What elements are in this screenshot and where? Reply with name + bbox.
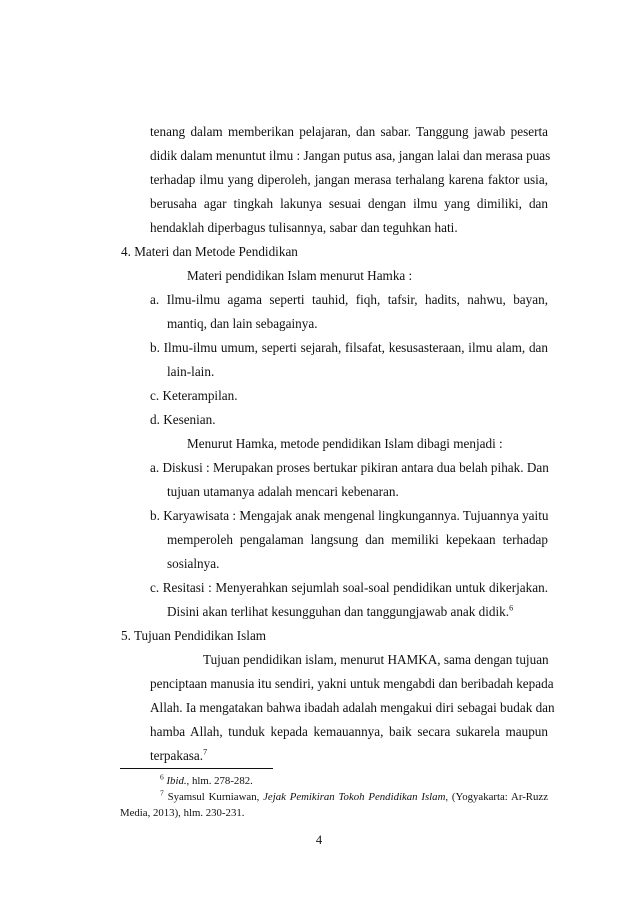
metode-item-c-text: Disini akan terlihat kesungguhan dan tanggungjawab anak didik. xyxy=(167,604,510,619)
footnote-7-text: , (Yogyakarta: Ar-Ruzz xyxy=(445,791,548,803)
list-item-b-cont: lain-lain. xyxy=(167,364,215,379)
page-number: 4 xyxy=(315,833,323,847)
footnote-7-author: Syamsul Kurniawan, xyxy=(167,791,264,803)
footnote-7 xyxy=(160,788,548,804)
paragraph-line: tenang dalam memberikan pelajaran, dan sabar. Tanggung jawab peserta xyxy=(150,124,548,139)
paragraph-line xyxy=(150,748,207,764)
footnote-ref-7: 7 xyxy=(203,747,208,757)
section-heading-5: 5. Tujuan Pendidikan Islam xyxy=(121,628,267,643)
paragraph-line: didik dalam menuntut ilmu : Jangan putus asa, jangan lalai dan merasa puas xyxy=(150,148,551,163)
paragraph-line: Tujuan pendidikan islam, menurut HAMKA, sama dengan tujuan xyxy=(203,652,549,667)
footnote-6 xyxy=(160,772,253,788)
footnote-mark-6: 6 xyxy=(160,772,164,782)
paragraph-line: hendaklah diperbagus tulisannya, sabar dan teguhkan hati. xyxy=(150,220,458,235)
materi-intro: Materi pendidikan Islam menurut Hamka : xyxy=(187,268,413,283)
metode-item-b: b. Karyawisata : Mengajak anak mengenal lingkungannya. Tujuannya yaitu xyxy=(150,508,549,523)
footnote-ref-6: 6 xyxy=(509,603,514,613)
paragraph-line: penciptaan manusia itu sendiri, yakni untuk mengabdi dan beribadah kepada xyxy=(150,676,554,691)
metode-item-a: a. Diskusi : Merupakan proses bertukar pikiran antara dua belah pihak. Dan xyxy=(150,460,549,475)
section-heading-4: 4. Materi dan Metode Pendidikan xyxy=(121,244,298,259)
paragraph-text: terpakasa. xyxy=(150,748,204,763)
paragraph-line: berusaha agar tingkah lakunya sesuai dengan ilmu yang dimiliki, dan xyxy=(150,196,548,211)
footnote-separator xyxy=(120,768,273,769)
paragraph-line: Allah. Ia mengatakan bahwa ibadah adalah mengakui diri sebagai budak dan xyxy=(150,700,555,715)
list-item-d: d. Kesenian. xyxy=(150,412,216,427)
paragraph-line: terhadap ilmu yang diperoleh, jangan merasa terhalang karena faktor usia, xyxy=(150,172,548,187)
list-item-b: b. Ilmu-ilmu umum, seperti sejarah, filsafat, kesusasteraan, ilmu alam, dan xyxy=(150,340,548,355)
metode-item-b-cont: memperoleh pengalaman langsung dan memiliki kepekaan terhadap xyxy=(167,532,548,547)
list-item-c: c. Keterampilan. xyxy=(150,388,238,403)
paragraph-line: hamba Allah, tunduk kepada kemauannya, baik secara sukarela maupun xyxy=(150,724,548,739)
metode-intro: Menurut Hamka, metode pendidikan Islam dibagi menjadi : xyxy=(187,436,503,451)
footnote-mark-7: 7 xyxy=(160,788,164,798)
metode-item-a-cont: tujuan utamanya adalah mencari kebenaran. xyxy=(167,484,399,499)
footnote-6-text: , hlm. 278-282. xyxy=(186,775,253,787)
metode-item-b-cont2: sosialnya. xyxy=(167,556,220,571)
footnote-7-title: Jejak Pemikiran Tokoh Pendidikan Islam xyxy=(263,791,446,803)
metode-item-c-cont xyxy=(167,604,513,620)
footnote-ibid: Ibid. xyxy=(166,775,187,787)
list-item-a: a. Ilmu-ilmu agama seperti tauhid, fiqh, tafsir, hadits, nahwu, bayan, xyxy=(150,292,548,307)
footnote-7-cont: Media, 2013), hlm. 230-231. xyxy=(120,807,245,819)
list-item-a-cont: mantiq, dan lain sebagainya. xyxy=(167,316,318,331)
metode-item-c: c. Resitasi : Menyerahkan sejumlah soal-soal pendidikan untuk dikerjakan. xyxy=(150,580,548,595)
